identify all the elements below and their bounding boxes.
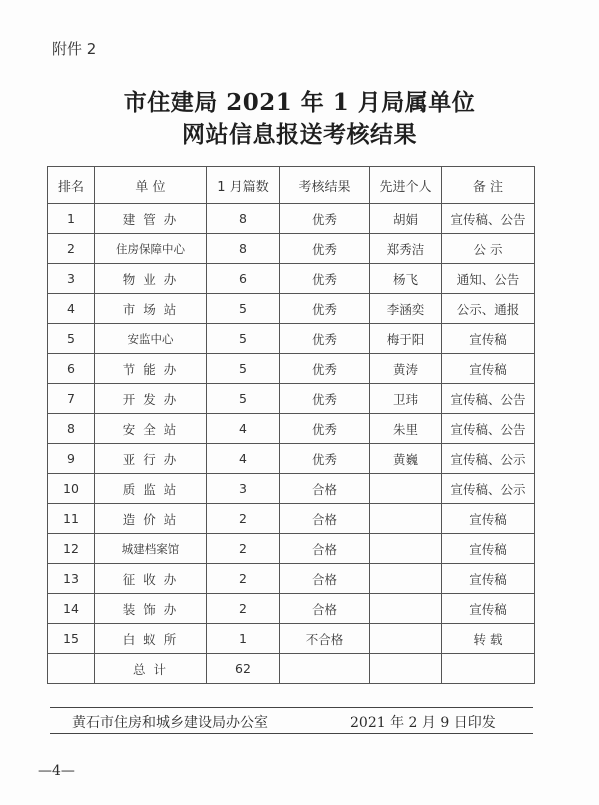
note-cell: 宣传稿、公告 <box>442 414 535 444</box>
result-cell: 优秀 <box>280 324 370 354</box>
assessment-results-table <box>47 166 535 684</box>
unit-cell: 建 管 办 <box>95 204 207 234</box>
unit-cell: 开 发 办 <box>95 384 207 414</box>
table-row <box>48 534 535 564</box>
unit-cell: 装 饰 办 <box>95 594 207 624</box>
result-cell: 合格 <box>280 504 370 534</box>
result-cell: 优秀 <box>280 234 370 264</box>
unit-cell: 城建档案馆 <box>95 534 207 564</box>
count-cell: 4 <box>207 444 280 474</box>
count-cell: 2 <box>207 564 280 594</box>
issuer-office: 黄石市住房和城乡建设局办公室 <box>72 715 268 731</box>
person-cell: 郑秀洁 <box>370 234 442 264</box>
table-row <box>48 294 535 324</box>
person-cell <box>370 474 442 504</box>
table-row <box>48 204 535 234</box>
count-cell: 3 <box>207 474 280 504</box>
note-cell: 宣传稿 <box>442 504 535 534</box>
note-cell: 宣传稿、公告 <box>442 204 535 234</box>
document-title-line2: 网站信息报送考核结果 <box>182 121 417 148</box>
person-cell: 朱里 <box>370 414 442 444</box>
rank-cell: 9 <box>48 444 95 474</box>
rank-cell: 12 <box>48 534 95 564</box>
table-row <box>48 234 535 264</box>
unit-cell: 白 蚁 所 <box>95 624 207 654</box>
note-cell: 宣传稿、公示 <box>442 444 535 474</box>
table-row <box>48 354 535 384</box>
table-row <box>48 414 535 444</box>
unit-cell: 质 监 站 <box>95 474 207 504</box>
result-cell: 优秀 <box>280 294 370 324</box>
table-row <box>48 624 535 654</box>
table-row <box>48 504 535 534</box>
result-cell: 不合格 <box>280 624 370 654</box>
header-person: 先进个人 <box>370 167 442 204</box>
rank-cell: 2 <box>48 234 95 264</box>
count-cell: 4 <box>207 414 280 444</box>
header-unit: 单 位 <box>95 167 207 204</box>
person-cell: 杨飞 <box>370 264 442 294</box>
rank-cell: 8 <box>48 414 95 444</box>
note-cell: 宣传稿、公告 <box>442 384 535 414</box>
count-cell: 5 <box>207 294 280 324</box>
unit-cell: 造 价 站 <box>95 504 207 534</box>
result-cell: 合格 <box>280 474 370 504</box>
person-cell: 李涵奕 <box>370 294 442 324</box>
unit-cell: 住房保障中心 <box>95 234 207 264</box>
rank-cell: 11 <box>48 504 95 534</box>
header-rank: 排名 <box>48 167 95 204</box>
result-cell: 优秀 <box>280 444 370 474</box>
document-title-line1: 市住建局 2021 年 1 月局属单位 <box>123 89 476 116</box>
count-cell: 5 <box>207 384 280 414</box>
rank-cell: 10 <box>48 474 95 504</box>
note-cell: 宣传稿、公示 <box>442 474 535 504</box>
result-cell: 合格 <box>280 534 370 564</box>
person-cell: 卫玮 <box>370 384 442 414</box>
count-cell: 8 <box>207 204 280 234</box>
total-count: 62 <box>207 654 280 684</box>
person-cell <box>370 504 442 534</box>
note-cell: 宣传稿 <box>442 324 535 354</box>
rank-cell: 15 <box>48 624 95 654</box>
person-cell <box>370 594 442 624</box>
count-cell: 6 <box>207 264 280 294</box>
note-cell: 宣传稿 <box>442 354 535 384</box>
result-cell <box>280 654 370 684</box>
result-cell: 优秀 <box>280 384 370 414</box>
table-row <box>48 564 535 594</box>
result-cell: 优秀 <box>280 204 370 234</box>
footer-rule-bottom <box>50 733 533 734</box>
note-cell: 转 载 <box>442 624 535 654</box>
table-row <box>48 324 535 354</box>
note-cell: 宣传稿 <box>442 594 535 624</box>
unit-cell: 亚 行 办 <box>95 444 207 474</box>
count-cell: 2 <box>207 534 280 564</box>
table-row <box>48 594 535 624</box>
unit-cell: 安 全 站 <box>95 414 207 444</box>
rank-cell: 3 <box>48 264 95 294</box>
person-cell <box>370 534 442 564</box>
rank-cell: 13 <box>48 564 95 594</box>
note-cell: 通知、公告 <box>442 264 535 294</box>
unit-cell: 节 能 办 <box>95 354 207 384</box>
person-cell <box>370 564 442 594</box>
table-row <box>48 384 535 414</box>
count-cell: 1 <box>207 624 280 654</box>
person-cell: 黄巍 <box>370 444 442 474</box>
header-count: 1 月篇数 <box>207 167 280 204</box>
page-number: —4— <box>38 763 75 779</box>
rank-cell: 5 <box>48 324 95 354</box>
count-cell: 8 <box>207 234 280 264</box>
result-cell: 优秀 <box>280 354 370 384</box>
header-result: 考核结果 <box>280 167 370 204</box>
person-cell: 黄涛 <box>370 354 442 384</box>
unit-cell: 物 业 办 <box>95 264 207 294</box>
rank-cell <box>48 654 95 684</box>
person-cell: 梅于阳 <box>370 324 442 354</box>
note-cell: 宣传稿 <box>442 564 535 594</box>
note-cell <box>442 654 535 684</box>
count-cell: 5 <box>207 324 280 354</box>
rank-cell: 6 <box>48 354 95 384</box>
rank-cell: 7 <box>48 384 95 414</box>
total-label: 总 计 <box>95 654 207 684</box>
rank-cell: 14 <box>48 594 95 624</box>
person-cell <box>370 624 442 654</box>
note-cell: 公 示 <box>442 234 535 264</box>
note-cell: 宣传稿 <box>442 534 535 564</box>
count-cell: 5 <box>207 354 280 384</box>
unit-cell: 征 收 办 <box>95 564 207 594</box>
table-row <box>48 264 535 294</box>
table-total-row <box>48 654 535 684</box>
result-cell: 合格 <box>280 594 370 624</box>
issue-date: 2021 年 2 月 9 日印发 <box>350 715 496 731</box>
rank-cell: 1 <box>48 204 95 234</box>
table-row <box>48 444 535 474</box>
person-cell <box>370 654 442 684</box>
rank-cell: 4 <box>48 294 95 324</box>
attachment-label: 附件 2 <box>52 40 97 58</box>
count-cell: 2 <box>207 504 280 534</box>
table-header-row <box>48 167 535 204</box>
result-cell: 优秀 <box>280 414 370 444</box>
unit-cell: 市 场 站 <box>95 294 207 324</box>
result-cell: 合格 <box>280 564 370 594</box>
unit-cell: 安监中心 <box>95 324 207 354</box>
note-cell: 公示、通报 <box>442 294 535 324</box>
footer-rule-top <box>50 707 533 708</box>
person-cell: 胡娟 <box>370 204 442 234</box>
count-cell: 2 <box>207 594 280 624</box>
result-cell: 优秀 <box>280 264 370 294</box>
table-row <box>48 474 535 504</box>
header-note: 备 注 <box>442 167 535 204</box>
